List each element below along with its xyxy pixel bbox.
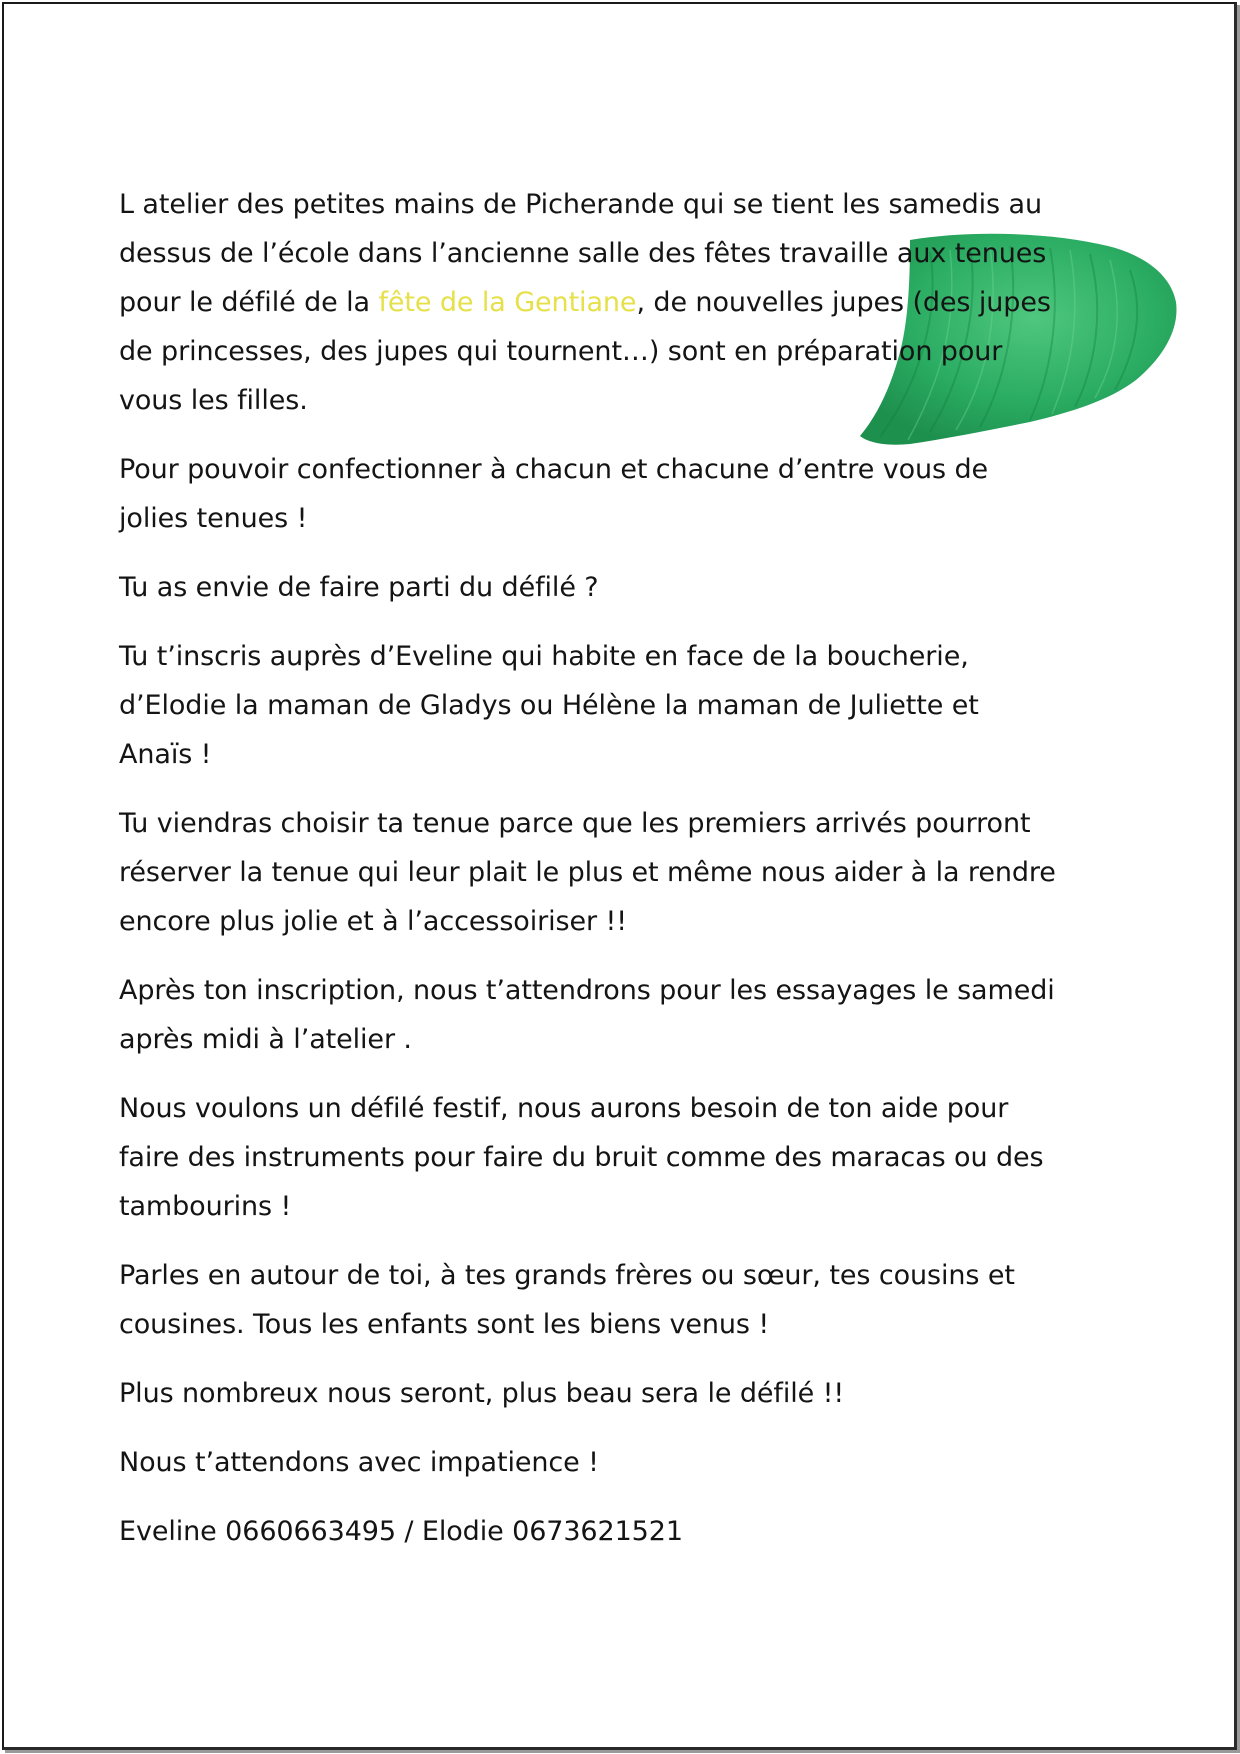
paragraph-choose-outfit — [119, 799, 1129, 946]
paragraph-registration — [119, 632, 1129, 779]
text-line: Nous voulons un défilé festif, nous aurons besoin de ton aide pour — [119, 1093, 1009, 1124]
text-line: dessus de l’école dans l’ancienne salle des fêtes travaille aux tenues — [119, 238, 1047, 269]
paragraph-question — [119, 563, 1129, 612]
text-segment: pour le défilé de la — [119, 287, 379, 318]
text-line: de princesses, des jupes qui tournent…) sont en préparation pour — [119, 336, 1003, 367]
event-name-highlight: fête de la Gentiane — [378, 287, 637, 318]
text-line: Tu viendras choisir ta tenue parce que les premiers arrivés pourront — [119, 808, 1031, 839]
text-line: Tu as envie de faire parti du défilé ? — [119, 572, 599, 603]
text-line: Après ton inscription, nous t’attendrons pour les essayages le samedi — [119, 975, 1055, 1006]
text-line: vous les filles. — [119, 385, 308, 416]
text-line: d’Elodie la maman de Gladys ou Hélène la maman de Juliette et — [119, 690, 979, 721]
text-line: après midi à l’atelier . — [119, 1024, 412, 1055]
paragraph-contacts — [119, 1507, 1129, 1556]
paragraph-the-more — [119, 1369, 1129, 1418]
text-line: Pour pouvoir confectionner à chacun et chacune d’entre vous de — [119, 454, 989, 485]
paragraph-fittings — [119, 966, 1129, 1064]
text-line: faire des instruments pour faire du bruit comme des maracas ou des — [119, 1142, 1044, 1173]
text-line: Tu t’inscris auprès d’Eveline qui habite en face de la boucherie, — [119, 641, 969, 672]
paragraph-purpose — [119, 445, 1129, 543]
contact-phone-numbers: Eveline 0660663495 / Elodie 0673621521 — [119, 1516, 683, 1547]
text-line: Plus nombreux nous seront, plus beau sera le défilé !! — [119, 1378, 845, 1409]
text-line: réserver la tenue qui leur plait le plus et même nous aider à la rendre — [119, 857, 1056, 888]
text-line: cousines. Tous les enfants sont les biens venus ! — [119, 1309, 770, 1340]
paragraph-intro — [119, 180, 1129, 425]
text-segment: , de nouvelles jupes (des jupes — [636, 287, 1051, 318]
text-line — [119, 278, 1129, 327]
paragraph-waiting — [119, 1438, 1129, 1487]
paragraph-spread-word — [119, 1251, 1129, 1349]
text-line: Nous t’attendons avec impatience ! — [119, 1447, 599, 1478]
letter-body — [119, 180, 1129, 1576]
text-line: jolies tenues ! — [119, 503, 308, 534]
paragraph-instruments — [119, 1084, 1129, 1231]
text-line: Parles en autour de toi, à tes grands frères ou sœur, tes cousins et — [119, 1260, 1015, 1291]
text-line: Anaïs ! — [119, 739, 212, 770]
text-line: L atelier des petites mains de Picherande qui se tient les samedis au — [119, 189, 1042, 220]
text-line: encore plus jolie et à l’accessoiriser !! — [119, 906, 627, 937]
text-line: tambourins ! — [119, 1191, 292, 1222]
